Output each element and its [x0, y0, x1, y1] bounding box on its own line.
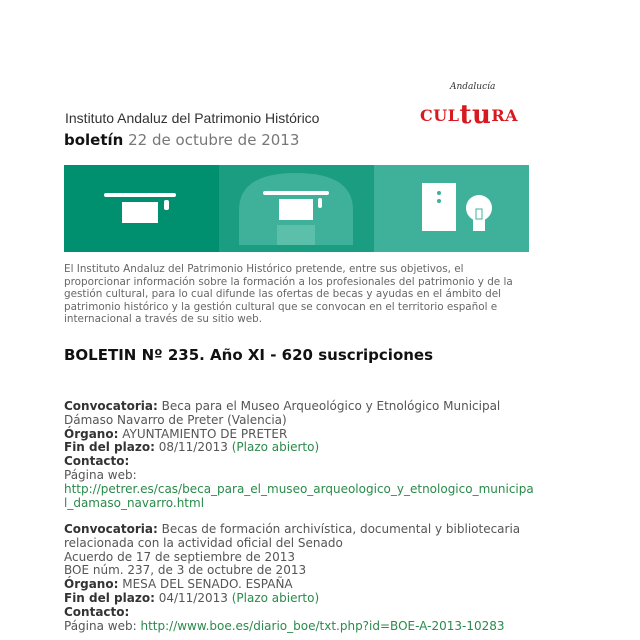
- label-convocatoria: Convocatoria:: [64, 522, 158, 536]
- lecture-hall-icon: [219, 165, 374, 252]
- label-organo: Órgano:: [64, 426, 119, 441]
- status: (Plazo abierto): [231, 590, 320, 605]
- logo-b: tu: [459, 100, 492, 130]
- document-lightbulb-icon: [374, 165, 529, 252]
- label-contacto: Contacto:: [64, 604, 130, 619]
- intro-text: El Instituto Andaluz del Patrimonio Histórico pretende, entre sus objetivos, el proporcionar información sobre la formación a los profesionales del patrimonio y de la gestión cultural, para lo cual difunde las ofertas de becas y ayudas en el ámbito del patrimonio histórico y la gestión cultural que se convocan en el territorio español e internacional a través de su sitio web.: [64, 263, 513, 325]
- bulletin-date: [64, 131, 299, 149]
- entry-2: [64, 523, 534, 633]
- deadline: 08/11/2013: [158, 440, 228, 455]
- agreement: Acuerdo de 17 de septiembre de 2013: [64, 549, 295, 564]
- institute-name: Instituto Andaluz del Patrimonio Histórico: [65, 110, 320, 126]
- banner: [64, 165, 528, 252]
- label-fin: Fin del plazo:: [64, 440, 155, 455]
- logo-small-text: Andalucía: [450, 82, 496, 92]
- label-web: Página web:: [64, 467, 137, 482]
- convocatoria: Becas de formación archivística, documental y bibliotecaria relacionada con la actividad oficial del Senado: [64, 522, 521, 550]
- label-organo: Órgano:: [64, 577, 119, 592]
- bulletin-label: boletín: [64, 131, 124, 149]
- deadline: 04/11/2013: [158, 590, 228, 605]
- convocatoria: Beca para el Museo Arqueológico y Etnológico Municipal Dámaso Navarro de Preter (Valencia): [64, 399, 501, 427]
- logo-a: CUL: [420, 106, 460, 125]
- web-link[interactable]: http://petrer.es/cas/beca_para_el_museo_arqueologico_y_etnologico_municipal_damaso_navarro.html: [64, 481, 534, 510]
- boe-ref: BOE núm. 237, de 3 de octubre de 2013: [64, 563, 307, 578]
- label-web: Página web:: [64, 618, 137, 633]
- bulletin-title: BOLETIN Nº 235. Año XI - 620 suscripciones: [64, 346, 434, 364]
- label-contacto: Contacto:: [64, 454, 130, 469]
- cultura-logo: [420, 82, 525, 130]
- entry-1: [64, 400, 534, 510]
- web-link[interactable]: http://www.boe.es/diario_boe/txt.php?id=BOE-A-2013-10283: [140, 618, 505, 633]
- organo: AYUNTAMIENTO DE PRETER: [122, 426, 288, 441]
- banner-panel-classroom: [64, 165, 219, 252]
- label-fin: Fin del plazo:: [64, 590, 155, 605]
- date: 22 de octubre de 2013: [128, 131, 300, 149]
- label-convocatoria: Convocatoria:: [64, 399, 158, 413]
- banner-panel-hall: [219, 165, 374, 252]
- banner-panel-ideas: [374, 165, 529, 252]
- logo-c: RA: [491, 106, 519, 125]
- organo: MESA DEL SENADO. ESPAÑA: [122, 577, 293, 592]
- blackboard-icon: [64, 165, 219, 252]
- status: (Plazo abierto): [231, 440, 320, 455]
